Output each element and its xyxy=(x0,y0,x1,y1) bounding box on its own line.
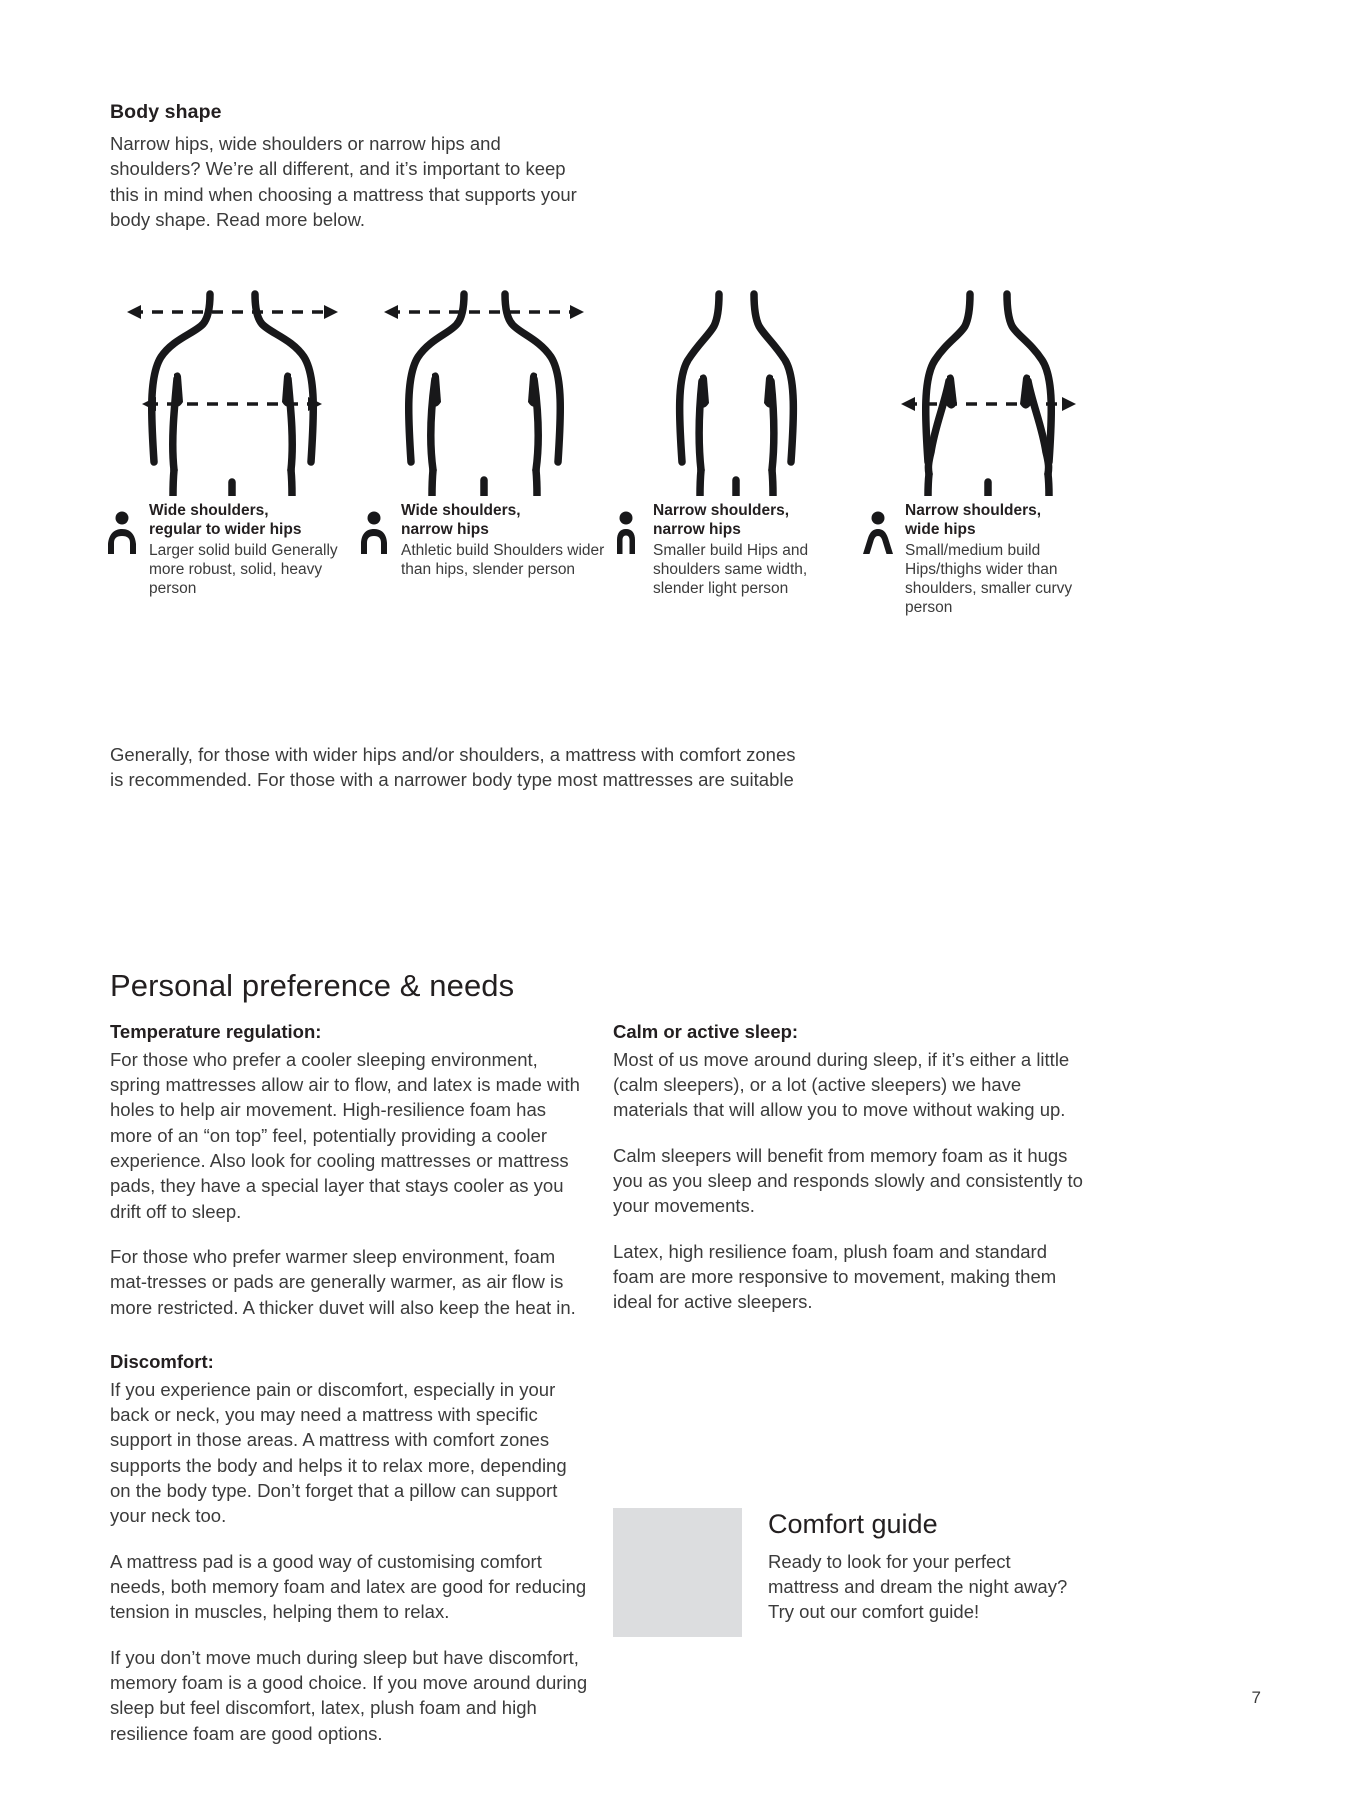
person-wide-shoulders-narrow-hips-icon xyxy=(357,500,391,561)
torso-narrow-shoulders-narrow-hips-silhouette xyxy=(609,256,861,496)
page-number: 7 xyxy=(1251,1688,1261,1707)
personal-preference-heading: Personal preference & needs xyxy=(110,968,515,1003)
person-wide-shoulders-wide-hips-icon xyxy=(105,500,139,561)
figure-wide-shoulders-regular-hips xyxy=(105,256,357,496)
torso-wide-shoulders-regular-hips-silhouette xyxy=(105,256,357,496)
temperature-paragraph-1: For those who prefer a cooler sleeping environment, spring mattresses allow air to flow, and latex is made with holes to help air movement. High-resilience foam has more of an “on top” feel, potentially providing a cooler experience. Also look for cooling mattresses or mattress pads, they have a special layer that stays cooler as you drift off to sleep. xyxy=(110,1048,580,1222)
left-text-column xyxy=(110,1020,588,1746)
discomfort-paragraph-1: If you experience pain or discomfort, especially in your back or neck, you may need a mattress with specific support in those areas. A mattress with comfort zones supports the body and helps it to relax more, depending on the body type. Don’t forget that a pillow can support your neck too. xyxy=(110,1378,567,1527)
calm-paragraph-1: Most of us move around during sleep, if it’s either a little (calm sleepers), or a lot (active sleepers) we have materials that will allow you to move without waking up. xyxy=(613,1048,1070,1121)
body-shape-summary: Generally, for those with wider hips and/or shoulders, a mattress with comfort zones is recommended. For those with a narrower body type most mattresses are suitable xyxy=(110,744,796,791)
caption-title: Narrow shoulders, narrow hips xyxy=(653,502,790,538)
torso-narrow-shoulders-wide-hips-silhouette xyxy=(861,256,1113,496)
calm-paragraph-3: Latex, high resilience foam, plush foam and standard foam are more responsive to movement, making them ideal for active sleepers. xyxy=(613,1240,1057,1313)
caption-wide-shoulders-narrow-hips xyxy=(357,500,609,618)
discomfort-paragraph-3: If you don’t move much during sleep but have discomfort, memory foam is a good choice. If you move around during sleep but feel discomfort, latex, plush foam and high resilience foam are good options. xyxy=(110,1646,588,1744)
caption-title: Narrow shoulders, wide hips xyxy=(905,502,1042,538)
body-shape-figures xyxy=(105,256,1285,496)
comfort-guide-thumbnail xyxy=(613,1508,742,1637)
calm-paragraph-2: Calm sleepers will benefit from memory foam as it hugs you as you sleep and responds slowly and consistently to your movements. xyxy=(613,1144,1083,1217)
figure-narrow-shoulders-wide-hips xyxy=(861,256,1113,496)
caption-description: Larger solid build Generally more robust, solid, heavy person xyxy=(149,541,338,598)
temperature-paragraph-2: For those who prefer warmer sleep environment, foam mat-tresses or pads are generally warmer, as air flow is more restricted. A thicker duvet will also keep the heat in. xyxy=(110,1246,576,1318)
person-narrow-shoulders-wide-hips-icon xyxy=(861,500,895,561)
comfort-guide-text: Ready to look for your perfect mattress and dream the night away? Try out our comfort guide! xyxy=(768,1550,1068,1623)
caption-wide-shoulders-regular-hips xyxy=(105,500,357,618)
temperature-regulation-heading: Temperature regulation: xyxy=(110,1021,322,1042)
right-text-column xyxy=(613,1020,1091,1315)
caption-description: Smaller build Hips and shoulders same width, slender light person xyxy=(653,541,809,598)
comfort-guide-promo[interactable] xyxy=(613,1508,1083,1637)
body-shape-captions xyxy=(105,500,1305,618)
caption-description: Small/medium build Hips/thighs wider than shoulders, smaller curvy person xyxy=(905,541,1073,617)
body-shape-section xyxy=(110,100,1270,232)
caption-title: Wide shoulders, regular to wider hips xyxy=(149,502,302,538)
discomfort-heading: Discomfort: xyxy=(110,1351,214,1373)
calm-active-sleep-heading: Calm or active sleep: xyxy=(613,1021,799,1042)
body-shape-heading: Body shape xyxy=(110,101,222,123)
comfort-guide-title: Comfort guide xyxy=(768,1509,938,1539)
caption-narrow-shoulders-wide-hips xyxy=(861,500,1113,618)
caption-title: Wide shoulders, narrow hips xyxy=(401,502,521,538)
caption-narrow-shoulders-narrow-hips xyxy=(609,500,861,618)
body-shape-intro: Narrow hips, wide shoulders or narrow hips and shoulders? We’re all different, and it’s important to keep this in mind when choosing a mattress that supports your body shape. Read more below. xyxy=(110,132,577,230)
torso-wide-shoulders-narrow-hips-silhouette xyxy=(357,256,609,496)
figure-wide-shoulders-narrow-hips xyxy=(357,256,609,496)
discomfort-paragraph-2: A mattress pad is a good way of customising comfort needs, both memory foam and latex are good for reducing tension in muscles, helping them to relax. xyxy=(110,1550,587,1623)
person-narrow-shoulders-narrow-hips-icon xyxy=(609,500,643,561)
figure-narrow-shoulders-narrow-hips xyxy=(609,256,861,496)
caption-description: Athletic build Shoulders wider than hips, slender person xyxy=(401,541,605,579)
